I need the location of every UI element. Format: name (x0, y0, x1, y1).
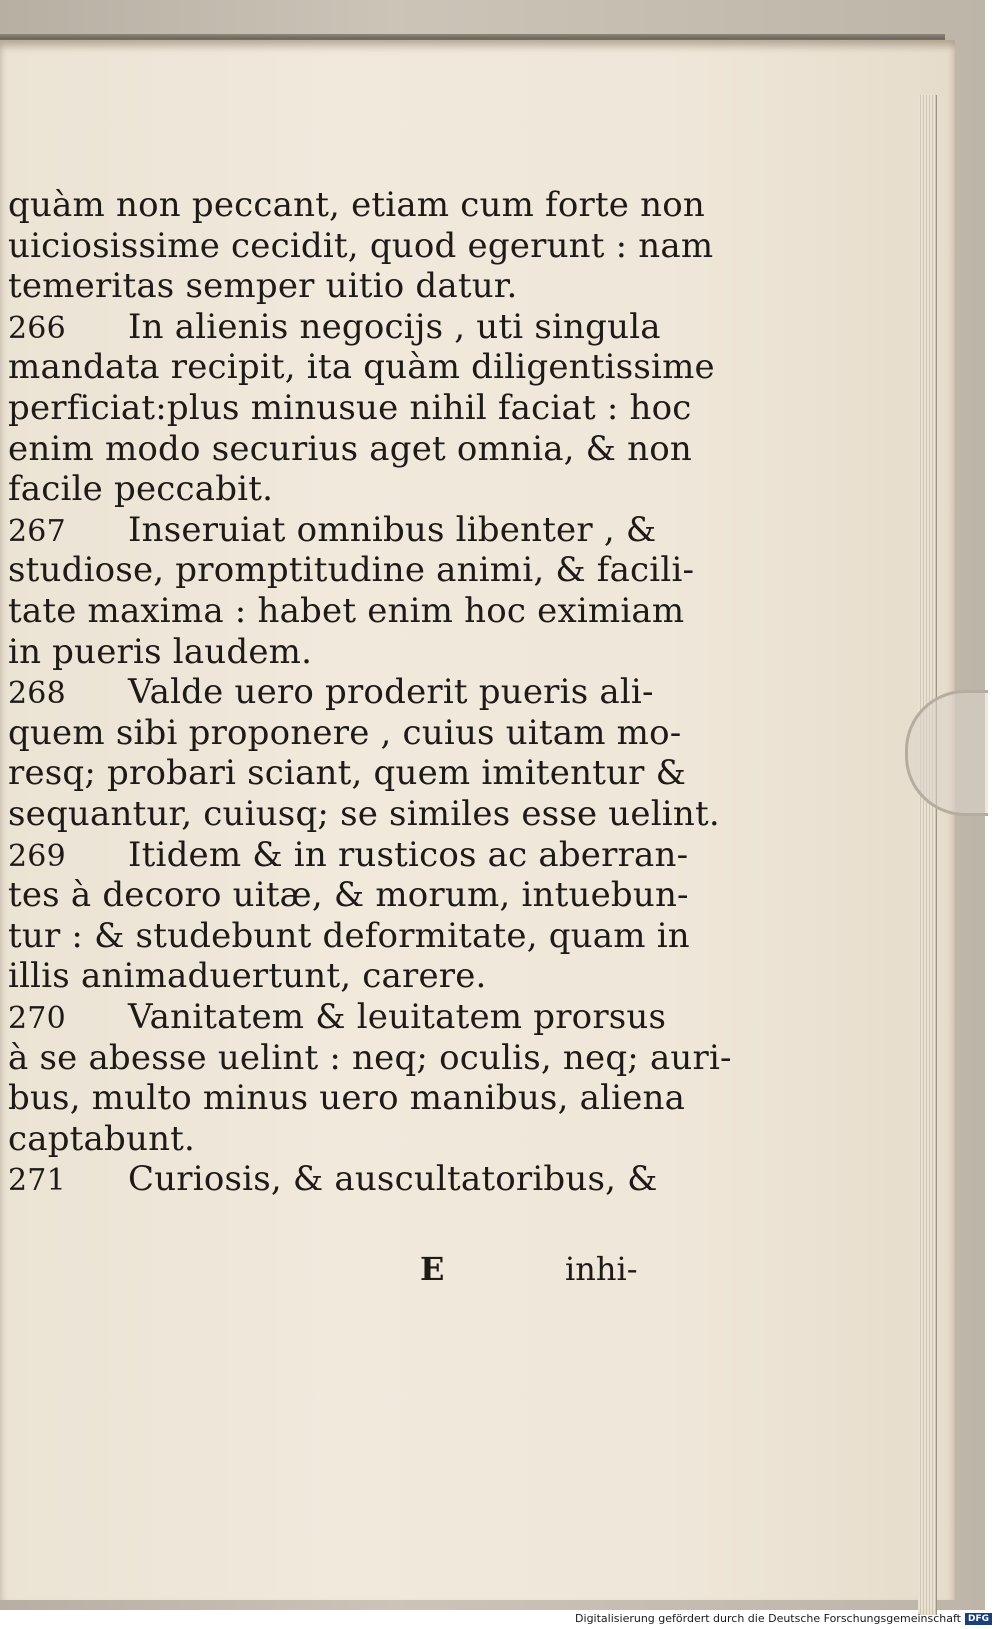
text-line (8, 266, 518, 306)
line-text: illis animaduertunt, carere. (8, 956, 487, 997)
line-text: à se abesse uelint : neq; oculis, neq; auri- (8, 1037, 732, 1078)
line-text: In alienis negocijs , uti singula (128, 306, 661, 347)
text-line (8, 997, 666, 1037)
line-text: in pueris laudem. (8, 631, 313, 672)
line-text: sequantur, cuiusq; se similes esse uelint. (8, 794, 720, 834)
line-text: tes à decoro uitæ, & morum, intuebun- (8, 875, 689, 916)
text-line (8, 1159, 658, 1199)
paragraph-number: 270 (8, 1001, 66, 1036)
text-line (8, 1038, 732, 1078)
page-fore-edge (918, 95, 937, 1615)
line-text: temeritas semper uitio datur. (8, 266, 518, 307)
line-text: uiciosissime cecidit, quod egerunt : nam (8, 225, 714, 266)
line-text: mandata recipit, ita quàm diligentissime (8, 347, 715, 388)
text-line (8, 510, 656, 550)
text-line (8, 307, 661, 347)
text-line (8, 753, 686, 793)
text-line (8, 1119, 195, 1159)
line-text: quem sibi proponere , cuius uitam mo- (8, 712, 682, 753)
line-text: Curiosis, & auscultatoribus, & (128, 1159, 658, 1200)
text-line (8, 794, 720, 834)
text-line (8, 347, 715, 387)
text-line (8, 713, 681, 753)
text-line (8, 429, 692, 469)
text-line (8, 672, 654, 712)
line-text: Inseruiat omnibus libenter , & (128, 509, 657, 550)
text-line (8, 1078, 685, 1118)
text-line (8, 185, 705, 225)
text-line (8, 591, 684, 631)
text-line (8, 916, 690, 956)
line-text: Itidem & in rusticos ac aberran- (128, 834, 689, 875)
text-line (8, 632, 312, 672)
line-text: quàm non peccant, etiam cum forte non (8, 185, 705, 225)
text-line (8, 956, 487, 996)
text-line (8, 875, 689, 915)
line-text: bus, multo minus uero manibus, aliena (8, 1078, 686, 1119)
text-line (8, 469, 273, 509)
text-line (8, 835, 688, 875)
line-text: perficiat:plus minusue nihil faciat : hoc (8, 388, 692, 428)
line-text: enim modo securius aget omnia, & non (8, 428, 693, 469)
line-text: Vanitatem & leuitatem prorsus (128, 997, 667, 1037)
paragraph-number: 271 (8, 1163, 66, 1199)
line-text: captabunt. (8, 1118, 196, 1159)
dfg-logo: DFG (965, 1613, 992, 1625)
paragraph-number: 269 (8, 838, 66, 874)
text-line (8, 226, 713, 266)
paragraph-number: 268 (8, 676, 66, 712)
line-text: studiose, promptitudine animi, & facili- (8, 550, 695, 591)
paragraph-number: 266 (8, 310, 66, 346)
digitization-footer (575, 1612, 992, 1625)
text-line (8, 550, 694, 590)
paragraph-number: 267 (8, 513, 66, 549)
footer-text: Digitalisierung gefördert durch die Deutsche Forschungsgemeinschaft (575, 1612, 961, 1625)
catchword: inhi- (565, 1250, 638, 1288)
line-text: facile peccabit. (8, 469, 274, 510)
line-text: resq; probari sciant, quem imitentur & (8, 753, 687, 794)
text-line (8, 388, 692, 428)
line-text: tur : & studebunt deformitate, quam in (8, 915, 690, 956)
line-text: tate maxima : habet enim hoc eximiam (8, 591, 685, 631)
signature-mark: E (420, 1250, 445, 1288)
line-text: Valde uero proderit pueris ali- (128, 672, 654, 713)
